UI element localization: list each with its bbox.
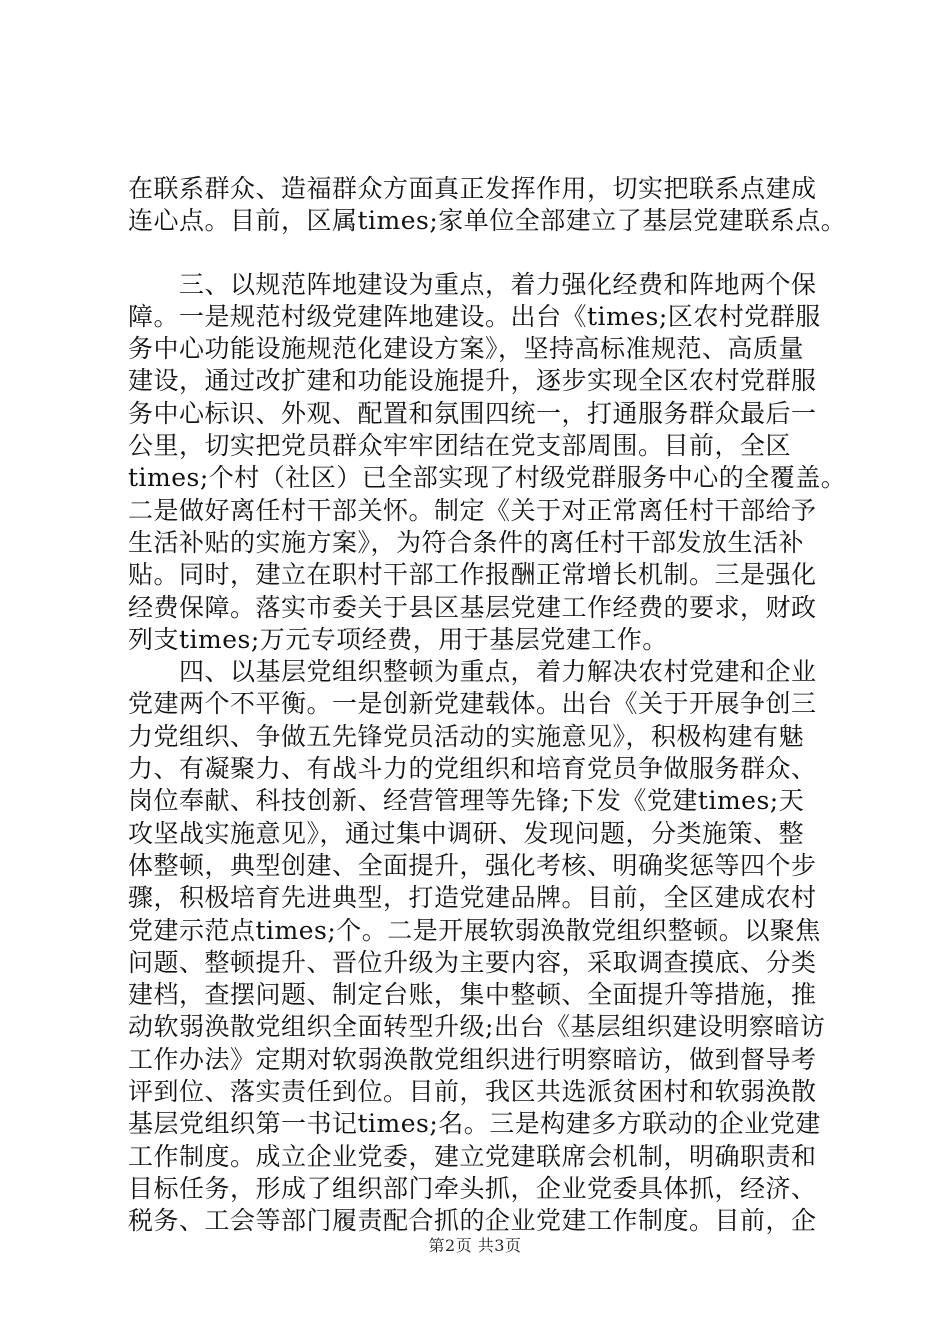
- text-line: 在联系群众、造福群众方面真正发挥作用，切实把联系点建成: [128, 174, 817, 203]
- text-line: 攻坚战实施意见》，通过集中调研、发现问题，分类施策、整: [128, 818, 805, 848]
- text-line: 连心点。目前，区属times;家单位全部建立了基层党建联系点。: [128, 206, 847, 236]
- text-line: 工作办法》定期对软弱涣散党组织进行明察暗访，做到督导考: [128, 1044, 817, 1074]
- paragraph-2: [128, 269, 847, 657]
- text-line: 务中心标识、外观、配置和氛围四统一，打通服务群众最后一: [128, 398, 817, 428]
- paragraph-gap: [128, 238, 834, 269]
- text-line: 党建两个不平衡。一是创新党建载体。出台《关于开展争创三: [128, 689, 817, 719]
- text-line: 四、以基层党组织整顿为重点，着力解决农村党建和企业: [128, 657, 817, 687]
- text-line: 体整顿，典型创建、全面提升，强化考核、明确奖惩等四个步: [128, 850, 817, 880]
- text-line: 建设，通过改扩建和功能设施提升，逐步实现全区农村党群服: [128, 366, 817, 396]
- text-line: 骤，积极培育先进典型，打造党建品牌。目前，全区建成农村: [128, 883, 817, 913]
- text-line: 问题、整顿提升、晋位升级为主要内容，采取调查摸底、分类: [128, 947, 817, 977]
- paragraph-1: [128, 173, 847, 238]
- text-line: 二是做好离任村干部关怀。制定《关于对正常离任村干部给予: [128, 495, 817, 525]
- text-line: 动软弱涣散党组织全面转型升级;出台《基层组织建设明察暗访: [128, 1012, 826, 1042]
- text-line: 力、有凝聚力、有战斗力的党组织和培育党员争做服务群众、: [128, 754, 817, 784]
- page-number-footer: 第2页 共3页: [428, 1236, 522, 1255]
- text-line: 障。一是规范村级党建阵地建设。出台《times;区农村党群服: [128, 301, 821, 331]
- paragraph-3: [128, 656, 834, 1237]
- text-line: 评到位、落实责任到位。目前，我区共选派贫困村和软弱涣散: [128, 1077, 817, 1107]
- text-line: 基层党组织第一书记times;名。三是构建多方联动的企业党建: [128, 1109, 821, 1139]
- text-line: 列支times;万元专项经费，用于基层党建工作。: [128, 624, 668, 654]
- text-line: 经费保障。落实市委关于县区基层党建工作经费的要求，财政: [128, 592, 817, 622]
- text-line: 目标任务，形成了组织部门牵头抓，企业党委具体抓，经济、: [128, 1173, 817, 1203]
- document-body: [128, 173, 847, 1238]
- text-line: 工作制度。成立企业党委，建立党建联席会机制，明确职责和: [128, 1141, 817, 1171]
- text-line: 贴。同时，建立在职村干部工作报酬正常增长机制。三是强化: [128, 560, 817, 590]
- text-line: 税务、工会等部门履责配合抓的企业党建工作制度。目前，企: [128, 1206, 817, 1236]
- text-line: 三、以规范阵地建设为重点，着力强化经费和阵地两个保: [128, 269, 817, 299]
- text-line: 公里，切实把党员群众牢牢团结在党支部周围。目前，全区: [128, 431, 792, 461]
- text-line: 建档，查摆问题、制定台账，集中整顿、全面提升等措施，推: [128, 980, 817, 1010]
- text-line: 务中心功能设施规范化建设方案》，坚持高标准规范、高质量: [128, 334, 805, 364]
- text-line: 力党组织、争做五先锋党员活动的实施意见》，积极构建有魅: [128, 721, 805, 751]
- text-line: times;个村（社区）已全部实现了村级党群服务中心的全覆盖。: [128, 463, 847, 493]
- text-line: 岗位奉献、科技创新、经营管理等先锋;下发《党建times;天: [128, 786, 805, 816]
- text-line: 党建示范点times;个。二是开展软弱涣散党组织整顿。以聚焦: [128, 915, 821, 945]
- text-line: 生活补贴的实施方案》，为符合条件的离任村干部发放生活补: [128, 527, 805, 557]
